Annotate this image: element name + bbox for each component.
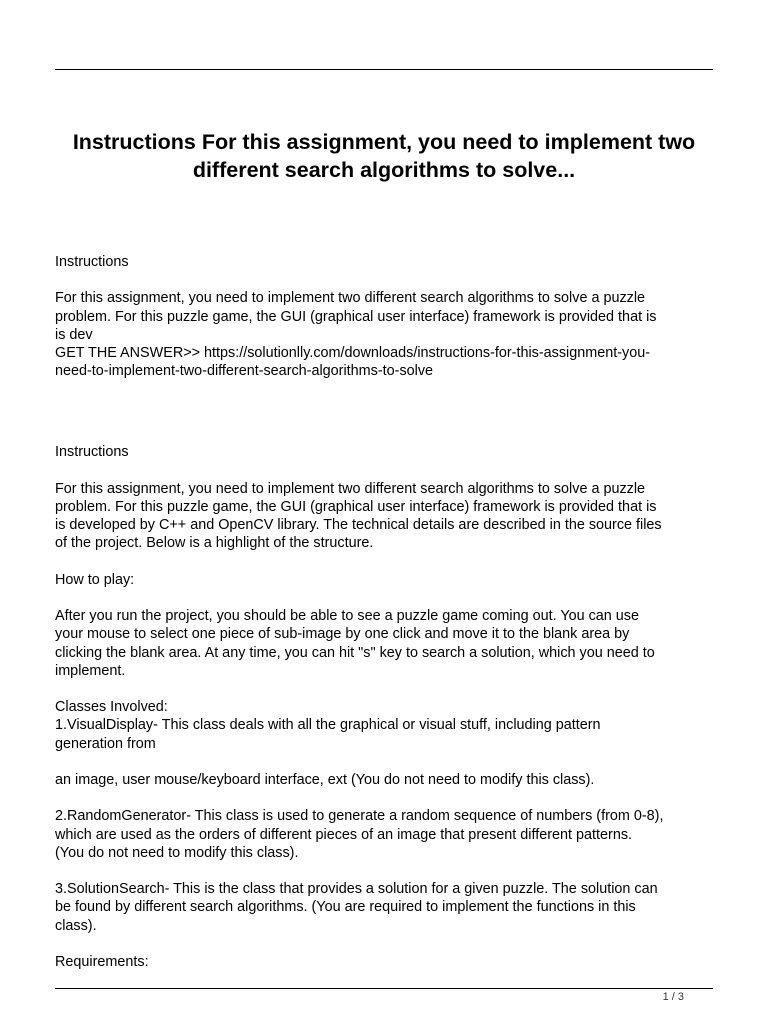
- document-body: [55, 253, 715, 971]
- paragraph-how-to-play: After you run the project, you should be able to see a puzzle game coming out. You can use your mouse to select one piece of sub-image by one click and move it to the blank area by clicking the blank area. At any time, you can hit "s" key to search a solution, which you need to implement.: [55, 608, 655, 679]
- paragraph-instructions-heading: Instructions: [55, 254, 129, 270]
- paragraph-summary-with-link: For this assignment, you need to implement two different search algorithms to solve a puzzle problem. For this puzzle game, the GUI (graphical user interface) framework is provided that is is dev GET THE ANSWER>> https://solutionlly.com/downloads/instructions-for-this-assignment-you- need-to-implement-two-different-search-algorithms-to-solve: [55, 290, 657, 380]
- document-title: Instructions For this assignment, you need to implement two different search algorithms to solve...: [72, 130, 696, 182]
- paragraph-instructions-heading-repeat: Instructions: [55, 444, 129, 461]
- paragraph-solution-search: 3.SolutionSearch- This is the class that provides a solution for a given puzzle. The solution can be found by different search algorithms. (You are required to implement the functions in this class).: [55, 881, 658, 934]
- footer-rule: [55, 988, 713, 989]
- paragraph-requirements-heading: Requirements:: [55, 953, 149, 970]
- header-rule: [55, 69, 713, 70]
- paragraph-assignment-description: For this assignment, you need to implement two different search algorithms to solve a puzzle problem. For this puzzle game, the GUI (graphical user interface) framework is provided that is is developed by C++ and OpenCV library. The technical details are described in the source files of the project. Below is a highlight of the structure.: [55, 480, 662, 552]
- paragraph-visual-display-continued: an image, user mouse/keyboard interface, ext (You do not need to modify this class).: [55, 771, 595, 788]
- paragraph-random-generator: 2.RandomGenerator- This class is used to generate a random sequence of numbers (from 0-8), which are used as the orders of different pieces of an image that present different patterns. (You do not need to modify this class).: [55, 808, 664, 861]
- paragraph-how-to-play-heading: How to play:: [55, 571, 135, 588]
- paragraph-classes-involved: Classes Involved: 1.VisualDisplay- This class deals with all the graphical or visual stuff, including pattern generation from: [55, 699, 601, 752]
- page-number: 1 / 3: [662, 991, 684, 1003]
